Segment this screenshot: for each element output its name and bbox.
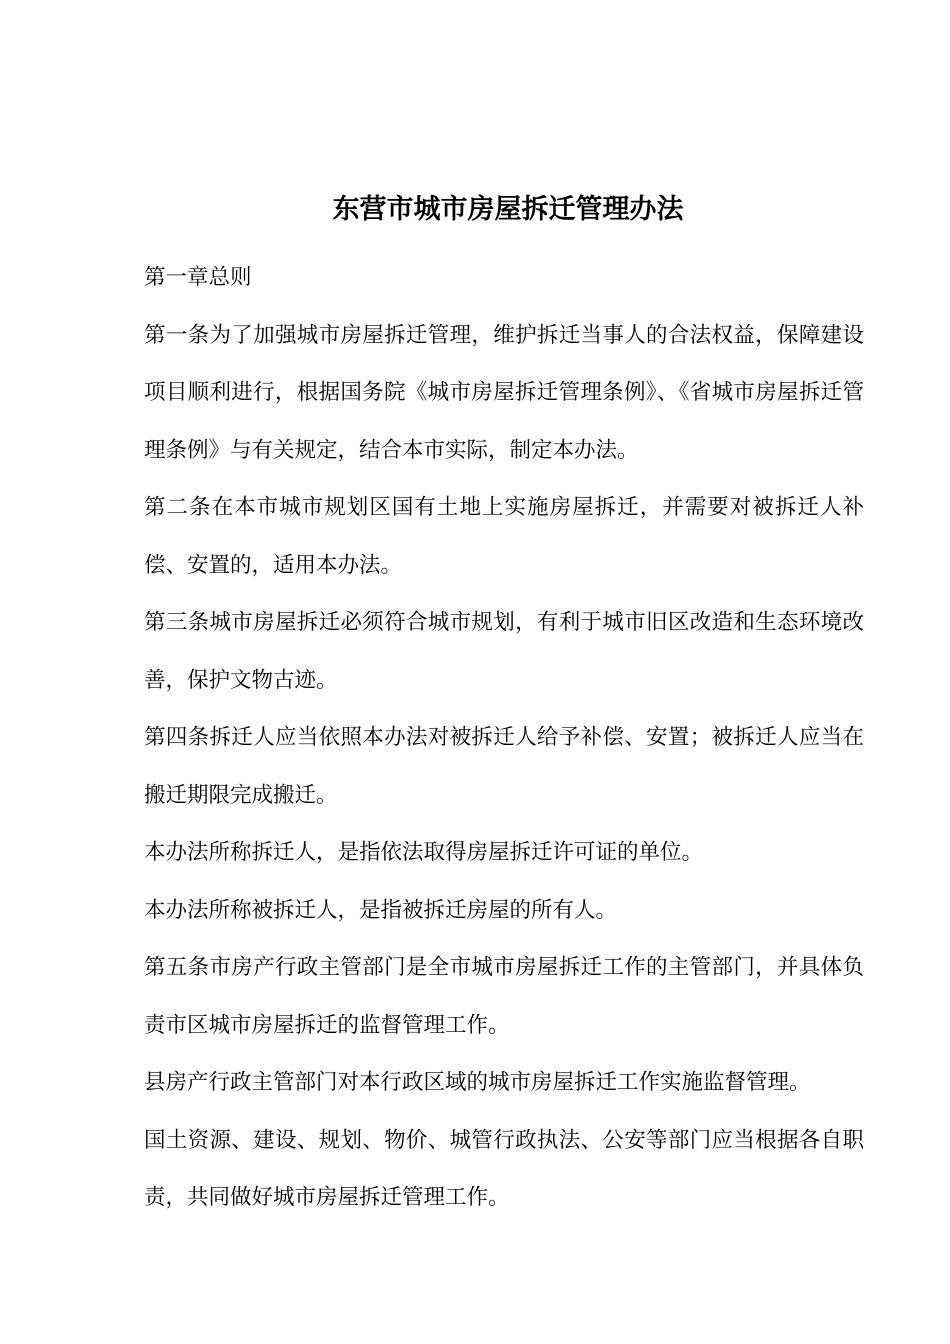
document-title: 东营市城市房屋拆迁管理办法 [332,194,684,226]
article-5: 第五条市房产行政主管部门是全市城市房屋拆迁工作的主管部门，并具体负责市区城市房屋拆迁的监督管理工作。 [144,955,864,1038]
article-4-definition-demolished: 本办法所称被拆迁人，是指被拆迁房屋的所有人。 [144,897,618,923]
article-5-departments: 国土资源、建设、规划、物价、城管行政执法、公安等部门应当根据各自职责，共同做好城市房屋拆迁管理工作。 [144,1127,864,1210]
document-body [144,249,864,1227]
article-5-county: 县房产行政主管部门对本行政区域的城市房屋拆迁工作实施监督管理。 [144,1070,811,1095]
article-3: 第三条城市房屋拆迁必须符合城市规划，有利于城市旧区改造和生态环境改善，保护文物古迹。 [144,610,864,693]
article-4-definition-demolisher: 本办法所称拆迁人，是指依法取得房屋拆迁许可证的单位。 [144,840,704,865]
article-2: 第二条在本市城市规划区国有土地上实施房屋拆迁，并需要对被拆迁人补偿、安置的，适用本办法。 [144,495,864,578]
article-4: 第四条拆迁人应当依照本办法对被拆迁人给予补偿、安置；被拆迁人应当在搬迁期限完成搬迁。 [144,725,864,808]
chapter-heading: 第一章总则 [144,265,252,290]
article-1: 第一条为了加强城市房屋拆迁管理，维护拆迁当事人的合法权益，保障建设项目顺利进行，根据国务院《城市房屋拆迁管理条例》、《省城市房屋拆迁管理条例》与有关规定，结合本市实际，制定本办法。 [144,322,864,463]
